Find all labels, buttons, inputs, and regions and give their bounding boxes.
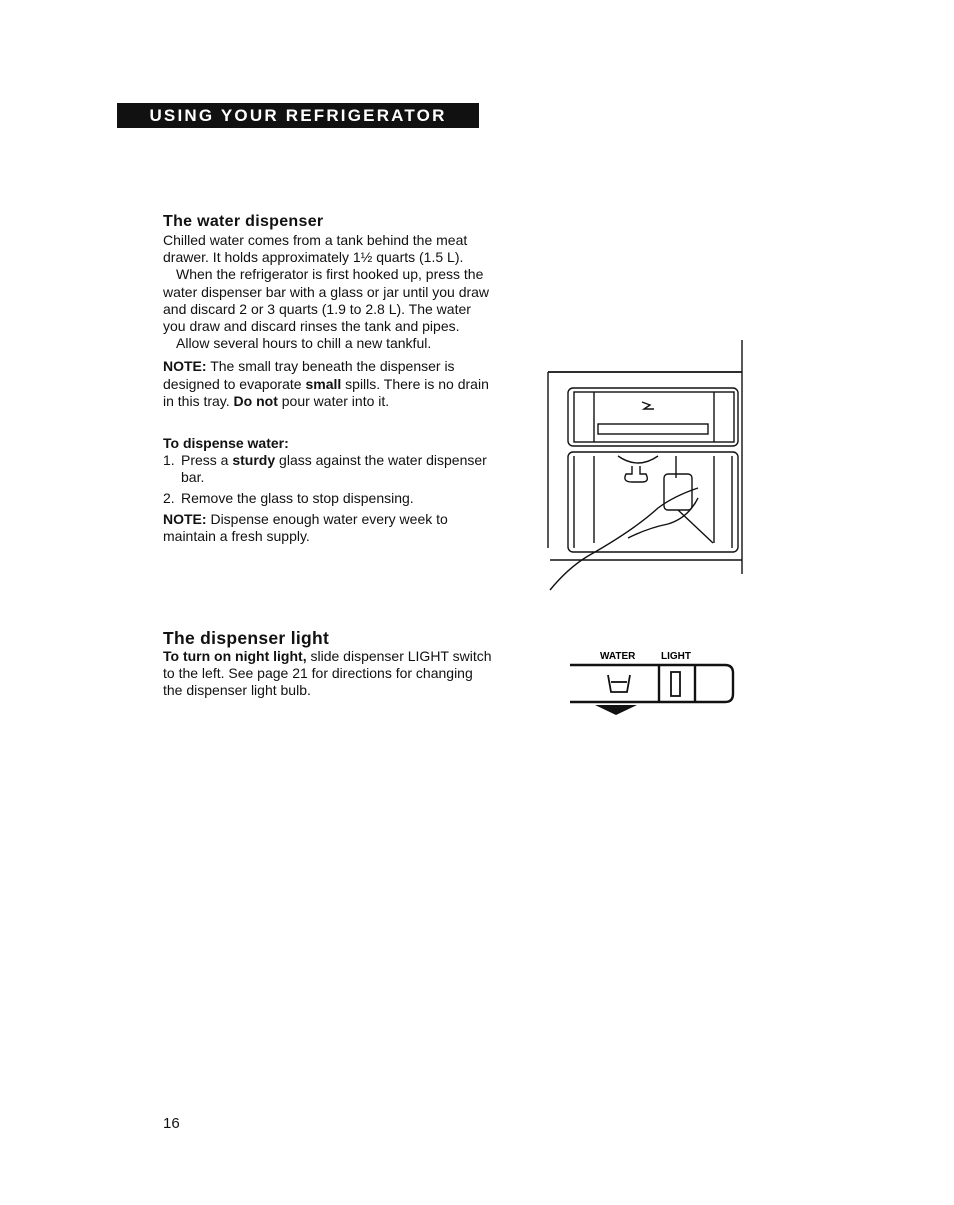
note-tray (163, 358, 493, 410)
paragraph-tank: Chilled water comes from a tank behind the meat drawer. It holds approximately 1½ quarts (1.5 L). (163, 232, 468, 266)
note-bold-do-not: Do not (233, 392, 278, 409)
note-text: Dispense enough water every week to maintain a fresh supply. (163, 510, 448, 545)
dispenser-light-section (163, 628, 493, 700)
night-light-bold: To turn on night light, (163, 648, 307, 664)
paragraph-chill: Allow several hours to chill a new tankful. (176, 335, 432, 352)
step-bold: sturdy (232, 452, 276, 469)
step-number: 1. (163, 452, 175, 469)
note-text: spills. There is no drain in this tray. (163, 375, 489, 409)
step-text: Remove the glass to stop dispensing. (181, 489, 414, 506)
dispense-subheading: To dispense water: (163, 435, 289, 452)
dispenser-arrow-icon (595, 705, 637, 715)
section-banner: USING YOUR REFRIGERATOR (117, 103, 479, 128)
note-weekly (163, 511, 493, 545)
paragraph-night-light (163, 648, 493, 700)
paragraph-first-hookup: When the refrigerator is first hooked up, press the water dispenser bar with a glass or jar until you draw and discard 2 or 3 quarts (1.9 to 2.8 L). The water you draw and discard rinses the tank and pipes. (163, 266, 490, 335)
step-text: Press a (181, 452, 233, 469)
water-label: WATER (600, 651, 636, 662)
page-number: 16 (163, 1115, 180, 1132)
note-text: pour water into it. (277, 392, 390, 409)
dispenser-light-heading: The dispenser light (163, 628, 330, 648)
water-dispenser-heading: The water dispenser (163, 213, 324, 230)
dispenser-illustration (538, 338, 748, 594)
water-glass-icon (608, 675, 630, 692)
note-text: The small tray beneath the dispenser is designed to evaporate (163, 358, 455, 392)
water-dispenser-section (163, 212, 493, 545)
control-panel-illustration (565, 645, 745, 720)
night-light-text: slide dispenser LIGHT switch to the left. See page 21 for directions for changing the dispenser light bulb. (163, 648, 492, 699)
step-2 (163, 490, 493, 507)
step-text: glass against the water dispenser bar. (181, 452, 487, 486)
light-label: LIGHT (661, 651, 691, 662)
step-number: 2. (163, 489, 175, 506)
note-label: NOTE: (163, 358, 207, 375)
step-1 (163, 452, 493, 486)
note-bold-small: small (305, 375, 342, 392)
note-label: NOTE: (163, 510, 207, 527)
